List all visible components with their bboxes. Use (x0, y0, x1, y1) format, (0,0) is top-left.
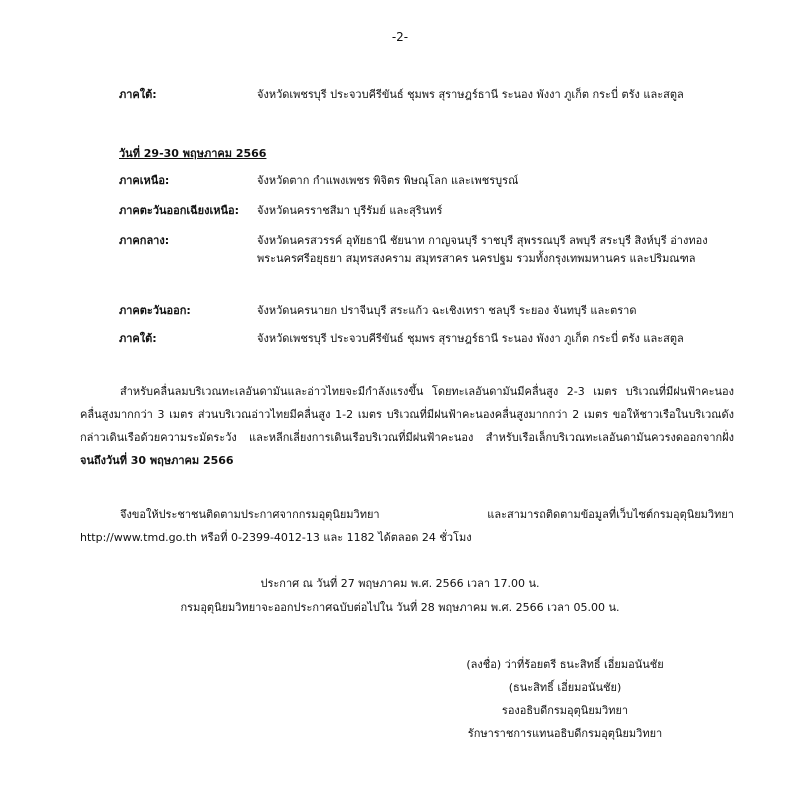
page-number: -2- (391, 30, 409, 44)
signature-name-line: (ธนะสิทธิ์ เอี่ยมอนันชัย) (508, 681, 622, 694)
region-provinces: จังหวัดนครนายก ปราจีนบุรี สระแก้ว ฉะเชิงเทรา ชลบุรี ระยอง จันทบุรี และตราด (257, 304, 637, 317)
region-north (119, 172, 719, 190)
signature-acting-line: รักษาราชการแทนอธิบดีกรมอุตุนิยมวิทยา (467, 727, 663, 740)
region-provinces: จังหวัดเพชรบุรี ประจวบคีรีขันธ์ ชุมพร สุราษฎร์ธานี ระนอง พังงา ภูเก็ต กระบี่ ตรัง และสตูล (257, 88, 684, 101)
region-label: ภาคกลาง: (119, 234, 170, 247)
region-provinces: จังหวัดเพชรบุรี ประจวบคีรีขันธ์ ชุมพร สุราษฎร์ธานี ระนอง พังงา ภูเก็ต กระบี่ ตรัง และสตูล (257, 332, 684, 345)
contact-paragraph (80, 503, 734, 549)
region-label: ภาคตะวันออกเฉียงเหนือ: (119, 204, 240, 217)
wave-text: สำหรับคลื่นลมบริเวณทะเลอันดามันและอ่าวไทยจะมีกำลังแรงขึ้น โดยทะเลอันดามันมีคลื่นสูง 2-3 เมตร บริเวณที่มีฝนฟ้าคะนองคลื่นสูงมากกว่า 3 เมตร ส่วนบริเวณอ่าวไทยมีคลื่นสูง 1-2 เมตร บริเวณที่มีฝนฟ้าคะนองคลื่นสูงมากกว่า 2 เมตร ขอให้ชาวเรือในบริเวณดังกล่าวเดินเรือด้วยความระมัดระวัง และหลีกเลี่ยงการเดินเรือบริเวณที่มีฝนฟ้าคะนอง สำหรับเรือเล็กบริเวณทะเลอันดามันควรงดออกจากฝั่ง (80, 385, 734, 444)
wave-paragraph (80, 380, 734, 472)
signature-position-line: รองอธิบดีกรมอุตุนิยมวิทยา (501, 704, 629, 717)
region-provinces: จังหวัดนครสวรรค์ อุทัยธานี ชัยนาท กาญจนบุรี ราชบุรี สุพรรณบุรี ลพบุรี สระบุรี สิงห์บุรี อ่างทอง พระนครศรีอยุธยา สมุทรสงคราม สมุทรสาคร นครปฐม รวมทั้งกรุงเทพมหานคร และปริมณฑล (257, 234, 708, 265)
region-label: ภาคตะวันออก: (119, 304, 191, 317)
region-northeast (119, 202, 719, 220)
region-provinces: จังหวัดตาก กำแพงเพชร พิจิตร พิษณุโลก และเพชรบูรณ์ (257, 174, 519, 187)
signature-signed-line: (ลงชื่อ) ว่าที่ร้อยตรี ธนะสิทธิ์ เอี่ยมอนันชัย (466, 658, 664, 671)
region-label: ภาคเหนือ: (119, 174, 170, 187)
date-heading: วันที่ 29-30 พฤษภาคม 2566 (119, 147, 267, 160)
region-label: ภาคใต้: (119, 88, 157, 101)
region-label: ภาคใต้: (119, 332, 157, 345)
announce-date-line: ประกาศ ณ วันที่ 27 พฤษภาคม พ.ศ. 2566 เวลา 17.00 น. (260, 577, 540, 590)
region-central (119, 232, 719, 268)
region-south (119, 330, 719, 348)
next-issue-line: กรมอุตุนิยมวิทยาจะออกประกาศฉบับต่อไปใน วันที่ 28 พฤษภาคม พ.ศ. 2566 เวลา 05.00 น. (180, 601, 620, 614)
contact-text: จึงขอให้ประชาชนติดตามประกาศจากกรมอุตุนิยมวิทยา และสามารถติดตามข้อมูลที่เว็บไซต์กรมอุตุนิยมวิทยา http://www.tmd.go.th หรือที่ 0-2399-4012-13 และ 1182 ได้ตลอด 24 ชั่วโมง (80, 508, 734, 544)
region-south-first (119, 86, 719, 104)
region-east (119, 302, 719, 320)
region-provinces: จังหวัดนครราชสีมา บุรีรัมย์ และสุรินทร์ (257, 204, 443, 217)
wave-bold-tail: จนถึงวันที่ 30 พฤษภาคม 2566 (80, 454, 234, 467)
